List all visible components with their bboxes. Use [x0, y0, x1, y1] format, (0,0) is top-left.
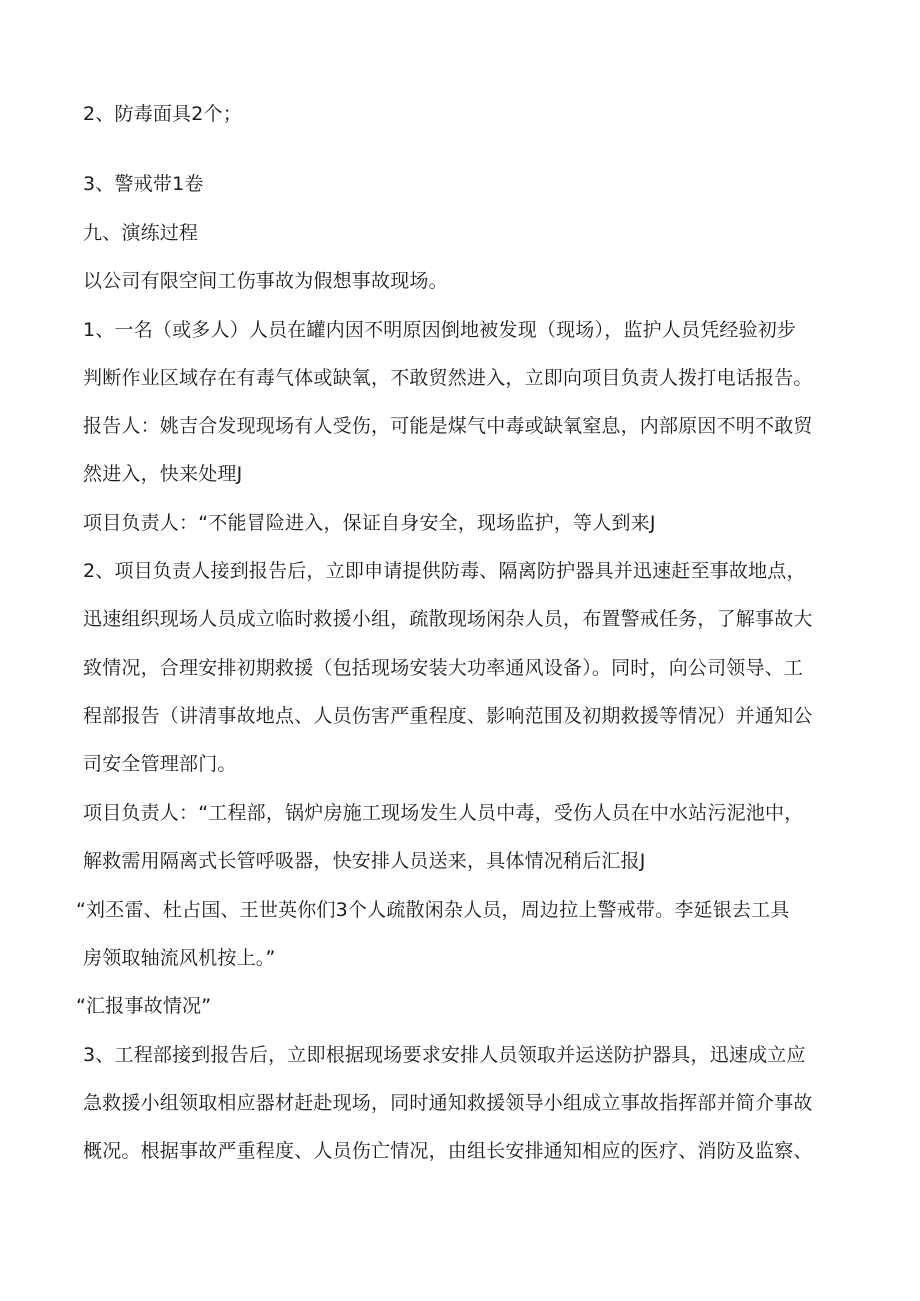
text-line: 房领取轴流风机按上。” — [83, 947, 276, 969]
text-line: 1、一名（或多人）人员在罐内因不明原因倒地被发现（现场），监护人员凭经验初步 — [83, 319, 797, 341]
text-line: 2、项目负责人接到报告后，立即申请提供防毒、隔离防护器具并迅速赶至事故地点， — [83, 560, 806, 582]
text-line: 概况。根据事故严重程度、人员伤亡情况，由组长安排通知相应的医疗、消防及监察、 — [83, 1140, 813, 1162]
text-line: 2、防毒面具2个； — [83, 103, 242, 125]
text-line: 急救援小组领取相应器材赶赴现场，同时通知救援领导小组成立事故指挥部并简介事故 — [83, 1092, 813, 1114]
text-line: 以公司有限空间工伤事故为假想事故现场。 — [83, 270, 448, 292]
text-line: 程部报告（讲清事故地点、人员伤害严重程度、影响范围及初期救援等情况）并通知公 — [83, 705, 813, 727]
text-line: 然进入，快来处理J — [83, 463, 243, 485]
text-line: 项目负责人：“工程部，锅炉房施工现场发生人员中毒，受伤人员在中水站污泥池中， — [83, 802, 804, 824]
text-line: 3、工程部接到报告后，立即根据现场要求安排人员领取并运送防护器具，迅速成立应 — [83, 1044, 806, 1066]
text-line: 报告人：姚吉合发现现场有人受伤，可能是煤气中毒或缺氧窒息，内部原因不明不敢贸 — [83, 415, 813, 437]
text-line: 项目负责人：“不能冒险进入，保证自身安全，现场监护，等人到来J — [83, 512, 656, 534]
text-line: 致情况，合理安排初期救援（包括现场安装大功率通风设备）。同时，向公司领导、工 — [83, 657, 804, 679]
text-line: 迅速组织现场人员成立临时救援小组，疏散现场闲杂人员，布置警戒任务，了解事故大 — [83, 608, 813, 630]
section-heading: 九、演练过程 — [83, 222, 199, 244]
text-line: 判断作业区域存在有毒气体或缺氧，不敢贸然进入，立即向项目负责人拨打电话报告。 — [83, 367, 813, 389]
text-line: “汇报事故情况” — [76, 995, 212, 1017]
text-line: 解救需用隔离式长管呼吸器，快安排人员送来，具体情况稍后汇报J — [83, 850, 646, 872]
text-line: 3、警戒带1卷 — [83, 173, 204, 195]
text-line: 司安全管理部门。 — [83, 753, 237, 775]
text-line: “刘丕雷、杜占国、王世英你们3个人疏散闲杂人员，周边拉上警戒带。李延银去工具 — [76, 899, 790, 921]
